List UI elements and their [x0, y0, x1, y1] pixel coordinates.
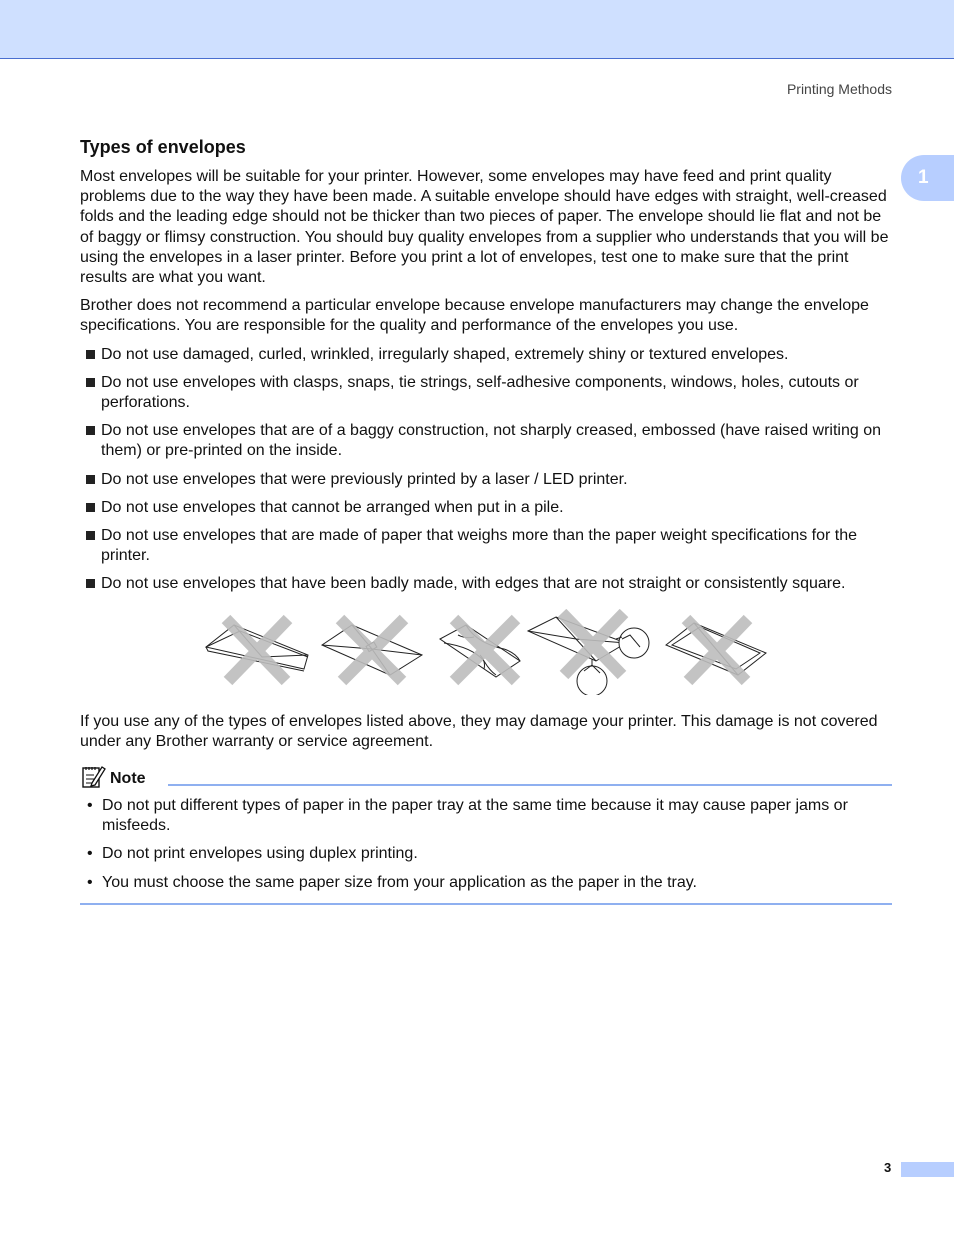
page-number-bar — [901, 1162, 954, 1177]
list-item-text: Do not use envelopes that are of a baggy construction, not sharply creased, embossed (have raised writing on them) or pre-printed on the inside. — [101, 422, 882, 460]
list-item — [80, 526, 896, 566]
bullet-dot-icon: • — [87, 797, 93, 815]
recommendation-paragraph: Brother does not recommend a particular envelope because envelope manufacturers may change the envelope specifications. You are responsible for the quality and performance of the envelopes you use. — [80, 297, 869, 335]
list-item-text: Do not put different types of paper in the paper tray at the same time because it may cause paper jams or misfeeds. — [102, 797, 848, 835]
list-item-text: Do not use damaged, curled, wrinkled, irregularly shaped, extremely shiny or textured envelopes. — [101, 345, 789, 363]
note-list — [80, 796, 896, 893]
square-bullet-icon — [86, 531, 95, 540]
page-number: 3 — [884, 1160, 892, 1175]
square-bullet-icon — [86, 378, 95, 387]
list-item-text: Do not use envelopes that have been badly made, with edges that are not straight or consistently square. — [101, 575, 846, 593]
section-title: Types of envelopes — [80, 137, 246, 157]
note-title: Note — [110, 770, 146, 788]
bullet-dot-icon: • — [87, 873, 93, 891]
list-item — [80, 421, 896, 461]
list-item-text: You must choose the same paper size from your application as the paper in the tray. — [102, 873, 697, 891]
square-bullet-icon — [86, 503, 95, 512]
square-bullet-icon — [86, 426, 95, 435]
intro-paragraph: Most envelopes will be suitable for your printer. However, some envelopes may have feed and print quality problems due to the way they have been made. A suitable envelope should have edges with straight, well-creased folds and the leading edge should not be thicker than two pieces of paper. The envelope should lie flat and not be of baggy or flimsy construction. You should buy quality envelopes from a supplier who understands that you will be using the envelopes in a laser printer. Before you print a lot of envelopes, test one to make sure that the print results are what you want. — [80, 168, 889, 287]
list-item-text: Do not use envelopes with clasps, snaps, tie strings, self-adhesive components, windows, holes, cutouts or perforations. — [101, 373, 859, 412]
list-item — [80, 373, 896, 413]
list-item — [80, 470, 896, 490]
list-item — [80, 844, 896, 864]
main-content — [80, 136, 896, 905]
list-item-text: Do not print envelopes using duplex printing. — [102, 845, 418, 863]
square-bullet-icon — [86, 579, 95, 588]
chapter-tab: 1 — [901, 155, 954, 201]
bullet-dot-icon: • — [87, 845, 93, 863]
list-item — [80, 498, 896, 518]
list-item — [80, 574, 896, 594]
envelope-warnings-list — [80, 345, 896, 595]
list-item-text: Do not use envelopes that are made of paper that weighs more than the paper weight specifications for the printer. — [101, 527, 858, 565]
unsuitable-envelopes-figure — [80, 609, 896, 695]
list-item — [80, 345, 896, 365]
header-band — [0, 0, 954, 59]
square-bullet-icon — [86, 350, 95, 359]
list-item-text: Do not use envelopes that were previously printed by a laser / LED printer. — [101, 470, 628, 488]
note-pencil-icon — [80, 763, 106, 789]
list-item-text: Do not use envelopes that cannot be arranged when put in a pile. — [101, 498, 564, 516]
note-top-rule — [168, 784, 892, 786]
note-header — [80, 766, 896, 792]
unsuitable-envelopes-illustration — [204, 609, 784, 695]
damage-warning-paragraph: If you use any of the types of envelopes listed above, they may damage your printer. This damage is not covered under any Brother warranty or service agreement. — [80, 712, 878, 750]
list-item — [80, 873, 896, 893]
note-bottom-rule — [80, 903, 892, 905]
running-title: Printing Methods — [786, 81, 892, 97]
square-bullet-icon — [86, 475, 95, 484]
list-item — [80, 796, 896, 836]
